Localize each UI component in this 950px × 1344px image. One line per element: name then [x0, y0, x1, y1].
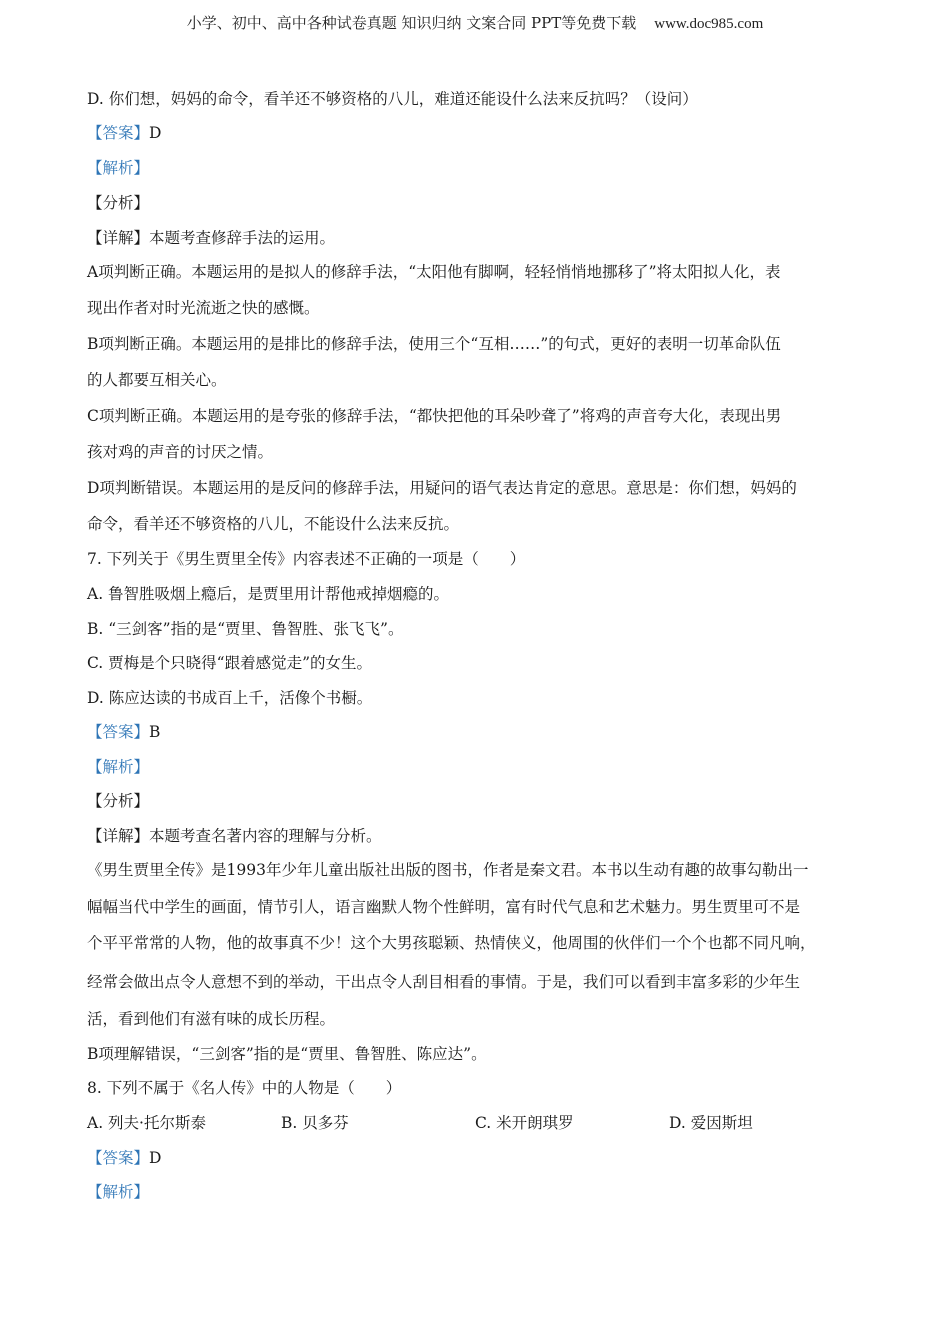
detail-tag: 【详解】: [87, 827, 150, 845]
q7-option-b: B. “三剑客”指的是“贾里、鲁智胜、张飞飞”。: [87, 620, 404, 638]
answer-value: D: [149, 1149, 162, 1167]
q8-option-c: C. 米开朗琪罗: [475, 1114, 574, 1132]
answer-tag: 【答案】: [87, 124, 150, 142]
q7-paragraph-2: 幅幅当代中学生的画面，情节引人，语言幽默人物个性鲜明，富有时代气息和艺术魅力。男生贾里可不是: [87, 898, 801, 916]
q7-detail: [87, 825, 877, 847]
q7-option-d: D. 陈应达读的书成百上千，活像个书橱。: [87, 689, 373, 707]
q6-option-d: D. 你们想，妈妈的命令，看羊还不够资格的八儿，难道还能设什么法来反抗吗？（设问）: [87, 90, 698, 108]
q7-paragraph-1: 《男生贾里全传》是1993年少年儿童出版社出版的图书，作者是秦文君。本书以生动有趣的故事勾勒出一: [87, 861, 809, 879]
detail-text: 本题考查修辞手法的运用。: [149, 229, 336, 247]
q6-detail: [87, 227, 877, 249]
detail-tag: 【详解】: [87, 229, 150, 247]
q6-explain-b-2: 的人都要互相关心。: [87, 371, 227, 389]
q6-jiexi-tag: 【解析】: [87, 159, 150, 177]
answer-value: B: [149, 723, 161, 741]
q6-explain-c-1: C项判断正确。本题运用的是夸张的修辞手法，“都快把他的耳朵吵聋了”将鸡的声音夸大化，表现出男: [87, 407, 782, 425]
answer-tag: 【答案】: [87, 1149, 150, 1167]
q6-explain-d-1: D项判断错误。本题运用的是反问的修辞手法，用疑问的语气表达肯定的意思。意思是：你们想，妈妈的: [87, 479, 797, 497]
q6-explain-a-1: A项判断正确。本题运用的是拟人的修辞手法，“太阳他有脚啊，轻轻悄悄地挪移了”将太阳拟人化，表: [87, 263, 781, 281]
q8-options: [87, 1112, 877, 1134]
detail-text: 本题考查名著内容的理解与分析。: [149, 827, 382, 845]
q8-jiexi-tag: 【解析】: [87, 1183, 150, 1201]
q8-question: 8. 下列不属于《名人传》中的人物是（ ）: [87, 1079, 402, 1097]
q6-fenxi-tag: 【分析】: [87, 194, 150, 212]
q8-option-d: D. 爱因斯坦: [669, 1114, 753, 1132]
q7-question: 7. 下列关于《男生贾里全传》内容表述不正确的一项是（ ）: [87, 550, 526, 568]
q7-fenxi-tag: 【分析】: [87, 792, 150, 810]
header-text: 小学、初中、高中各种试卷真题 知识归纳 文案合同 PPT等免费下载: [186, 14, 637, 32]
q7-conclusion: B项理解错误，“三剑客”指的是“贾里、鲁智胜、陈应达”。: [87, 1045, 487, 1063]
header-site: www.doc985.com: [654, 16, 764, 32]
q7-jiexi-tag: 【解析】: [87, 758, 150, 776]
answer-tag: 【答案】: [87, 723, 150, 741]
q8-option-b: B. 贝多芬: [281, 1114, 349, 1132]
answer-value: D: [149, 124, 162, 142]
q7-paragraph-4: 经常会做出点令人意想不到的举动，干出点令人刮目相看的事情。于是，我们可以看到丰富多彩的少年生: [87, 973, 801, 991]
q7-paragraph-3: 个平平常常的人物，他的故事真不少！这个大男孩聪颖、热情侠义，他周围的伙伴们一个个也都不同凡响，: [87, 934, 816, 952]
q7-paragraph-5: 活，看到他们有滋有味的成长历程。: [87, 1010, 336, 1028]
q7-option-a: A. 鲁智胜吸烟上瘾后，是贾里用计帮他戒掉烟瘾的。: [87, 585, 450, 603]
q6-explain-b-1: B项判断正确。本题运用的是排比的修辞手法，使用三个“互相……”的句式，更好的表明一切革命队伍: [87, 335, 781, 353]
q8-option-a: A. 列夫·托尔斯泰: [87, 1114, 206, 1132]
q6-explain-d-2: 命令，看羊还不够资格的八儿，不能设什么法来反抗。: [87, 515, 460, 533]
q7-answer: [87, 721, 877, 743]
q6-explain-a-2: 现出作者对时光流逝之快的感慨。: [87, 299, 320, 317]
q6-explain-c-2: 孩对鸡的声音的讨厌之情。: [87, 443, 274, 461]
page-header: [0, 12, 950, 33]
q7-option-c: C. 贾梅是个只晓得“跟着感觉走”的女生。: [87, 654, 373, 672]
q8-answer: [87, 1147, 877, 1169]
q6-answer: [87, 122, 877, 144]
